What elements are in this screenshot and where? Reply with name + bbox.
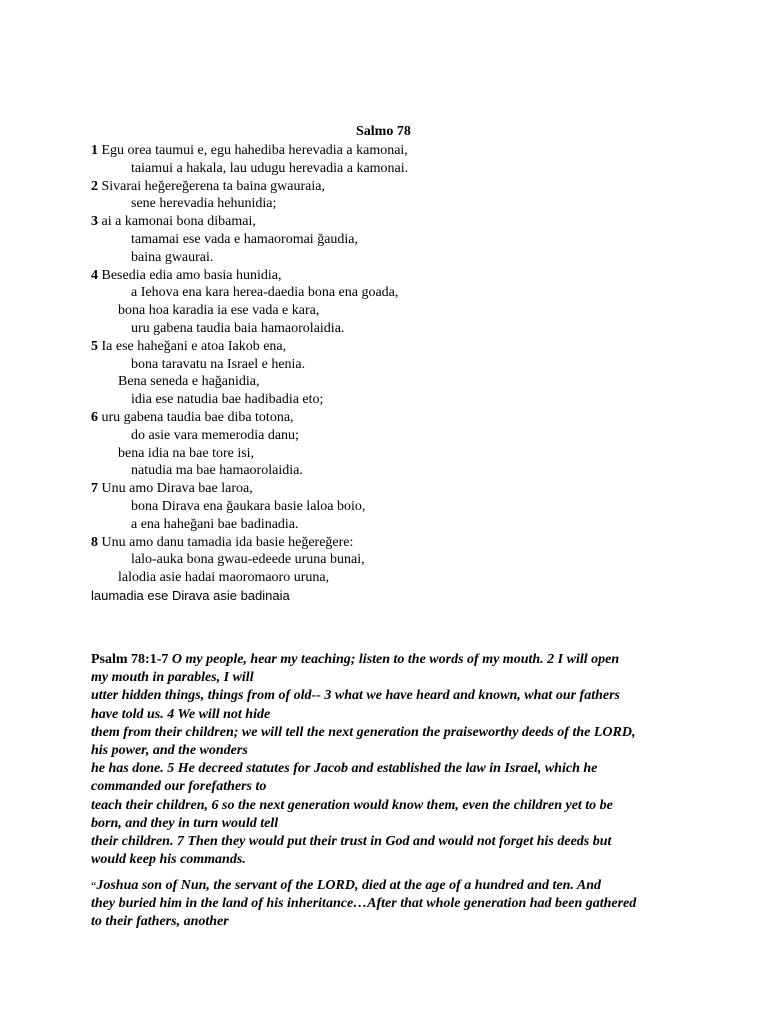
quote-line-text: Joshua son of Nun, the servant of the LORD, died at the age of a hundred and ten. And	[96, 878, 602, 893]
poem-line	[91, 373, 691, 391]
verse-number: 7	[91, 481, 98, 497]
english-line-text: his power, and the wonders	[91, 743, 248, 759]
poem-line	[91, 409, 691, 427]
poem-line-text: Besedia edia amo basia hunidia,	[101, 267, 282, 283]
poem-line-text: Egu orea taumui e, egu hahediba herevadia a kamonai,	[101, 143, 408, 158]
verse-number: 4	[91, 267, 98, 283]
poem-line	[91, 516, 691, 534]
poem-line	[91, 569, 691, 587]
english-line-text: commanded our forefathers to	[91, 779, 267, 795]
poem-line-text: Unu amo Dirava bae laroa,	[101, 481, 253, 497]
quote-line	[91, 877, 691, 895]
poem-line	[91, 391, 691, 409]
english-line-text: O my people, hear my teaching; listen to the words of my mouth. 2 I will open	[171, 652, 620, 667]
verse-number: 1	[91, 143, 98, 158]
poem-line-text: lalodia asie hadai maoromaoro uruna,	[118, 570, 330, 586]
english-line	[91, 742, 691, 760]
quote-line-text: they buried him in the land of his inheritance…After that whole generation had been gathered	[91, 896, 637, 911]
verse-number: 6	[91, 409, 98, 425]
scripture-reference: Psalm 78:1-7	[91, 652, 169, 667]
poem-line-text: Sivarai heğereğerena ta baina gwauraia,	[101, 178, 325, 194]
english-line-text: them from their children; we will tell the next generation the praiseworthy deeds of the LORD,	[91, 724, 636, 740]
english-line	[91, 687, 691, 705]
english-line	[91, 833, 691, 851]
poem-line-text: bona taravatu na Israel e henia.	[131, 356, 306, 372]
poem-line	[91, 267, 691, 285]
quote-line-text: to their fathers, another	[91, 914, 229, 929]
poem-line	[91, 213, 691, 231]
english-passage	[91, 651, 691, 869]
poem-line-text: bena idia na bae tore isi,	[118, 445, 255, 461]
poem-line-text: taiamui a hakala, lau udugu herevadia a kamonai.	[131, 160, 409, 176]
english-line	[91, 815, 691, 833]
english-line-text: he has done. 5 He decreed statutes for Jacob and established the law in Israel, which he	[91, 761, 598, 777]
english-line-text: would keep his commands.	[91, 852, 246, 868]
poem-line	[91, 587, 691, 605]
english-line	[91, 778, 691, 796]
poem-line	[91, 142, 691, 160]
poem-line-text: baina gwaurai.	[131, 249, 214, 265]
english-line	[91, 760, 691, 778]
verse-number: 5	[91, 338, 98, 354]
poem-line-text: Unu amo danu tamadia ida basie heğereğere:	[101, 534, 354, 550]
poem-line-text: idia ese natudia bae hadibadia eto;	[131, 392, 324, 408]
poem-line	[91, 231, 691, 249]
english-line-text: have told us. 4 We will not hide	[91, 706, 271, 722]
english-line-text: their children. 7 Then they would put their trust in God and would not forget his deeds but	[91, 834, 612, 850]
poem-line-text: do asie vara memerodia danu;	[131, 427, 299, 443]
poem-line-text: lalo-auka bona gwau-edeede uruna bunai,	[131, 552, 365, 568]
poem-line-text: uru gabena taudia bae diba totona,	[101, 409, 294, 425]
poem-line	[91, 160, 691, 178]
poem-line	[91, 249, 691, 267]
english-line	[91, 651, 691, 669]
poem-line-text: a Iehova ena kara herea-daedia bona ena goada,	[131, 285, 399, 301]
poem-line	[91, 498, 691, 516]
english-line-text: utter hidden things, things from of old-- 3 what we have heard and known, what our fathers	[91, 688, 620, 704]
poem-line-text: laumadia ese Dirava asie badinaia	[91, 587, 290, 603]
poem-line-text: tamamai ese vada e hamaoromai ğaudia,	[131, 231, 359, 247]
poem-line	[91, 338, 691, 356]
poem-line	[91, 427, 691, 445]
english-line-text: born, and they in turn would tell	[91, 815, 279, 831]
english-line	[91, 706, 691, 724]
english-line	[91, 797, 691, 815]
poem-line	[91, 480, 691, 498]
poem-line	[91, 551, 691, 569]
poem-line-text: Bena seneda e hağanidia,	[118, 374, 260, 390]
verse-number: 8	[91, 534, 98, 550]
poem-line-text: bona hoa karadia ia ese vada e kara,	[118, 303, 320, 319]
verse-number: 3	[91, 214, 98, 230]
poem-line	[91, 302, 691, 320]
poem-section	[91, 142, 691, 605]
quote-line	[91, 895, 691, 913]
poem-line	[91, 445, 691, 463]
poem-line	[91, 195, 691, 213]
english-line-text: teach their children, 6 so the next generation would know them, even the children yet to be	[91, 797, 613, 813]
english-line	[91, 851, 691, 869]
verse-number: 2	[91, 178, 98, 194]
poem-line	[91, 178, 691, 196]
english-line	[91, 724, 691, 742]
poem-line	[91, 284, 691, 302]
poem-line-text: Ia ese haheğani e atoa Iakob ena,	[101, 338, 287, 354]
poem-line	[91, 462, 691, 480]
poem-line-text: bona Dirava ena ğaukara basie laloa boio,	[131, 498, 366, 514]
english-line-text: my mouth in parables, I will	[91, 670, 254, 686]
poem-line-text: uru gabena taudia baia hamaorolaidia.	[131, 320, 345, 336]
poem-line-text: natudia ma bae hamaorolaidia.	[131, 463, 303, 479]
poem-line	[91, 320, 691, 338]
open-quote-mark: “	[91, 879, 97, 893]
poem-line-text: ai a kamonai bona dibamai,	[101, 214, 256, 230]
english-line	[91, 669, 691, 687]
poem-line-text: sene herevadia hehunidia;	[131, 196, 277, 212]
poem-line	[91, 356, 691, 374]
page-title: Salmo 78	[356, 124, 411, 139]
quote-line	[91, 913, 691, 931]
joshua-quote	[91, 877, 691, 931]
poem-line	[91, 534, 691, 552]
poem-line-text: a ena haheğani bae badinadia.	[131, 516, 299, 532]
